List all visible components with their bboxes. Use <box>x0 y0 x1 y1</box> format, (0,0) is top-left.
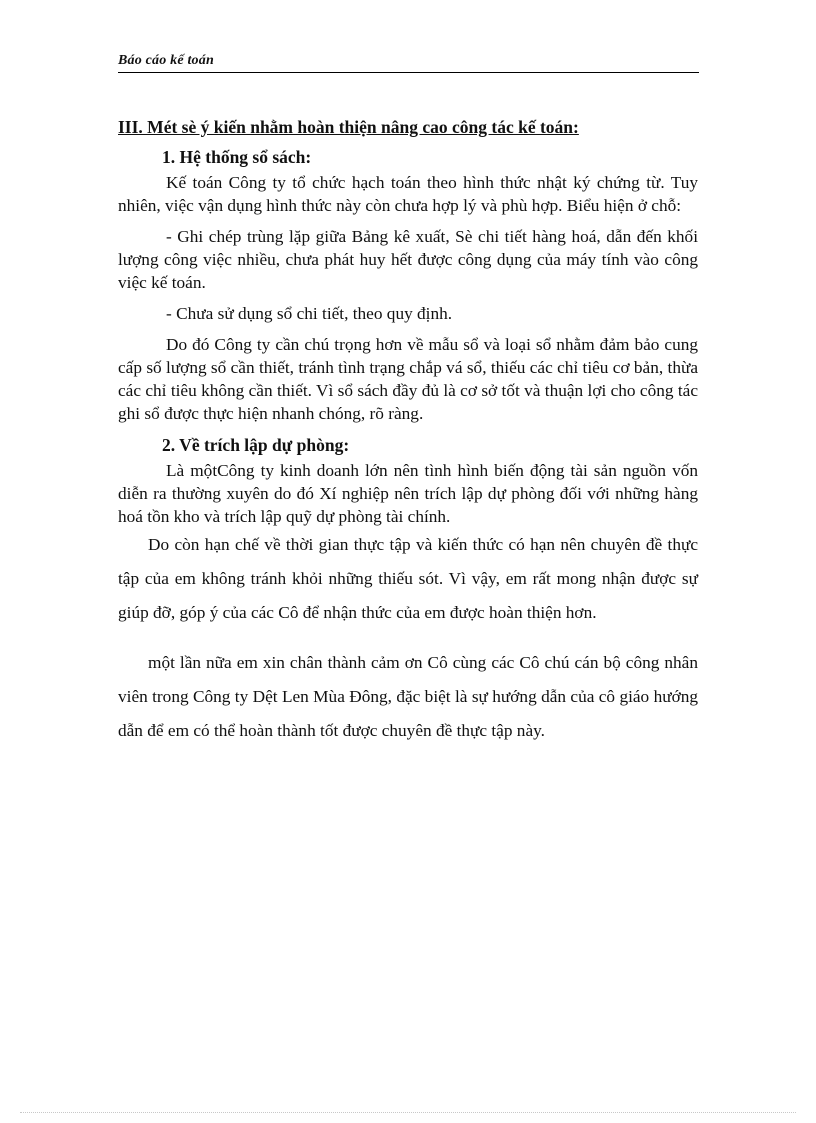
paragraph: Kế toán Công ty tổ chức hạch toán theo hình thức nhật ký chứng từ. Tuy nhiên, việc vận dụng hình thức này còn chưa hợp lý và phù hợp. Biểu hiện ở chỗ: <box>118 173 698 215</box>
page-bottom-divider <box>20 1112 796 1113</box>
subsection-heading-1: 1. Hệ thống sổ sách: <box>162 147 312 167</box>
paragraph: Là mộtCông ty kinh doanh lớn nên tình hình biến động tài sản nguồn vốn diễn ra thường xuyên do đó Xí nghiệp nên trích lập dự phòng đối với những hàng hoá tồn kho và trích lập quỹ dự phòng tài chính. <box>118 461 698 526</box>
paragraph: Do đó Công ty cần chú trọng hơn về mẫu sổ và loại sổ nhằm đảm bảo cung cấp số lượng sổ cần thiết, tránh tình trạng chắp vá sổ, thiếu các chỉ tiêu cơ bản, thừa các chỉ tiêu không cần thiết. Vì sổ sách đầy đủ là cơ sở tốt và thuận lợi cho công tác ghi sổ được thực hiện nhanh chóng, rõ ràng. <box>118 335 698 423</box>
header-title: Báo cáo kế toán <box>118 53 214 68</box>
document-body <box>118 108 698 764</box>
paragraph: - Chưa sử dụng sổ chi tiết, theo quy định. <box>166 304 453 323</box>
subsection-heading-2: 2. Về trích lập dự phòng: <box>162 435 350 455</box>
paragraph: - Ghi chép trùng lặp giữa Bảng kê xuất, Sè chi tiết hàng hoá, dẫn đến khối lượng công việc nhiều, chưa phát huy hết được công dụng của máy tính vào công việc kế toán. <box>118 227 698 292</box>
page-header <box>118 50 699 73</box>
section-heading: III. Mét sè ý kiến nhằm hoàn thiện nâng cao công tác kế toán: <box>118 117 579 137</box>
closing-paragraph: Do còn hạn chế về thời gian thực tập và kiến thức có hạn nên chuyên đề thực tập của em không tránh khỏi những thiếu sót. Vì vậy, em rất mong nhận được sự giúp đỡ, góp ý của các Cô để nhận thức của em được hoàn thiện hơn. <box>118 535 698 622</box>
closing-paragraph: một lần nữa em xin chân thành cảm ơn Cô cùng các Cô chú cán bộ công nhân viên trong Công ty Dệt Len Mùa Đông, đặc biệt là sự hướng dẫn của cô giáo hướng dẫn để em có thể hoàn thành tốt được chuyên đề thực tập này. <box>118 653 698 740</box>
